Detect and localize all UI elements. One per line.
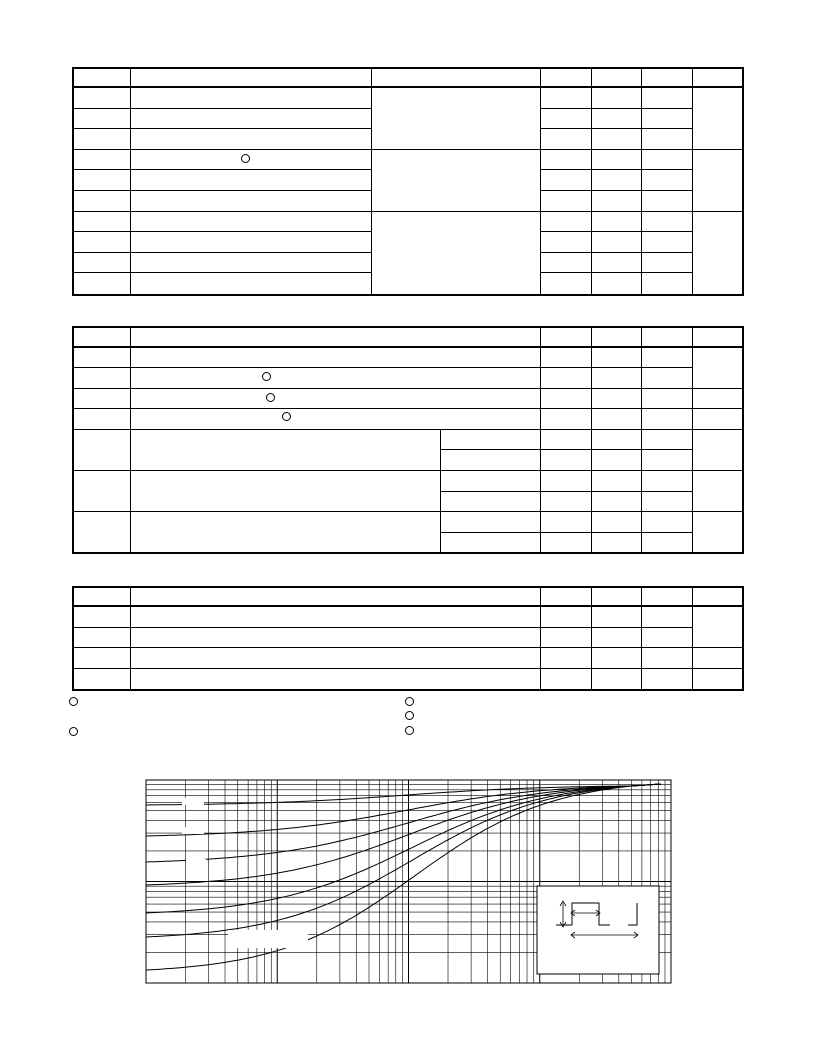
pulse-inset-box bbox=[537, 886, 659, 974]
curve-label-mask bbox=[182, 798, 204, 805]
pulse-inset bbox=[537, 886, 659, 974]
curve-label-mask bbox=[182, 827, 204, 834]
chart-series-line bbox=[146, 784, 661, 805]
curve-label-mask bbox=[186, 859, 206, 866]
chart-series-line bbox=[146, 784, 661, 885]
curve-label-mask bbox=[186, 873, 206, 880]
curve-label-mask bbox=[228, 930, 308, 948]
